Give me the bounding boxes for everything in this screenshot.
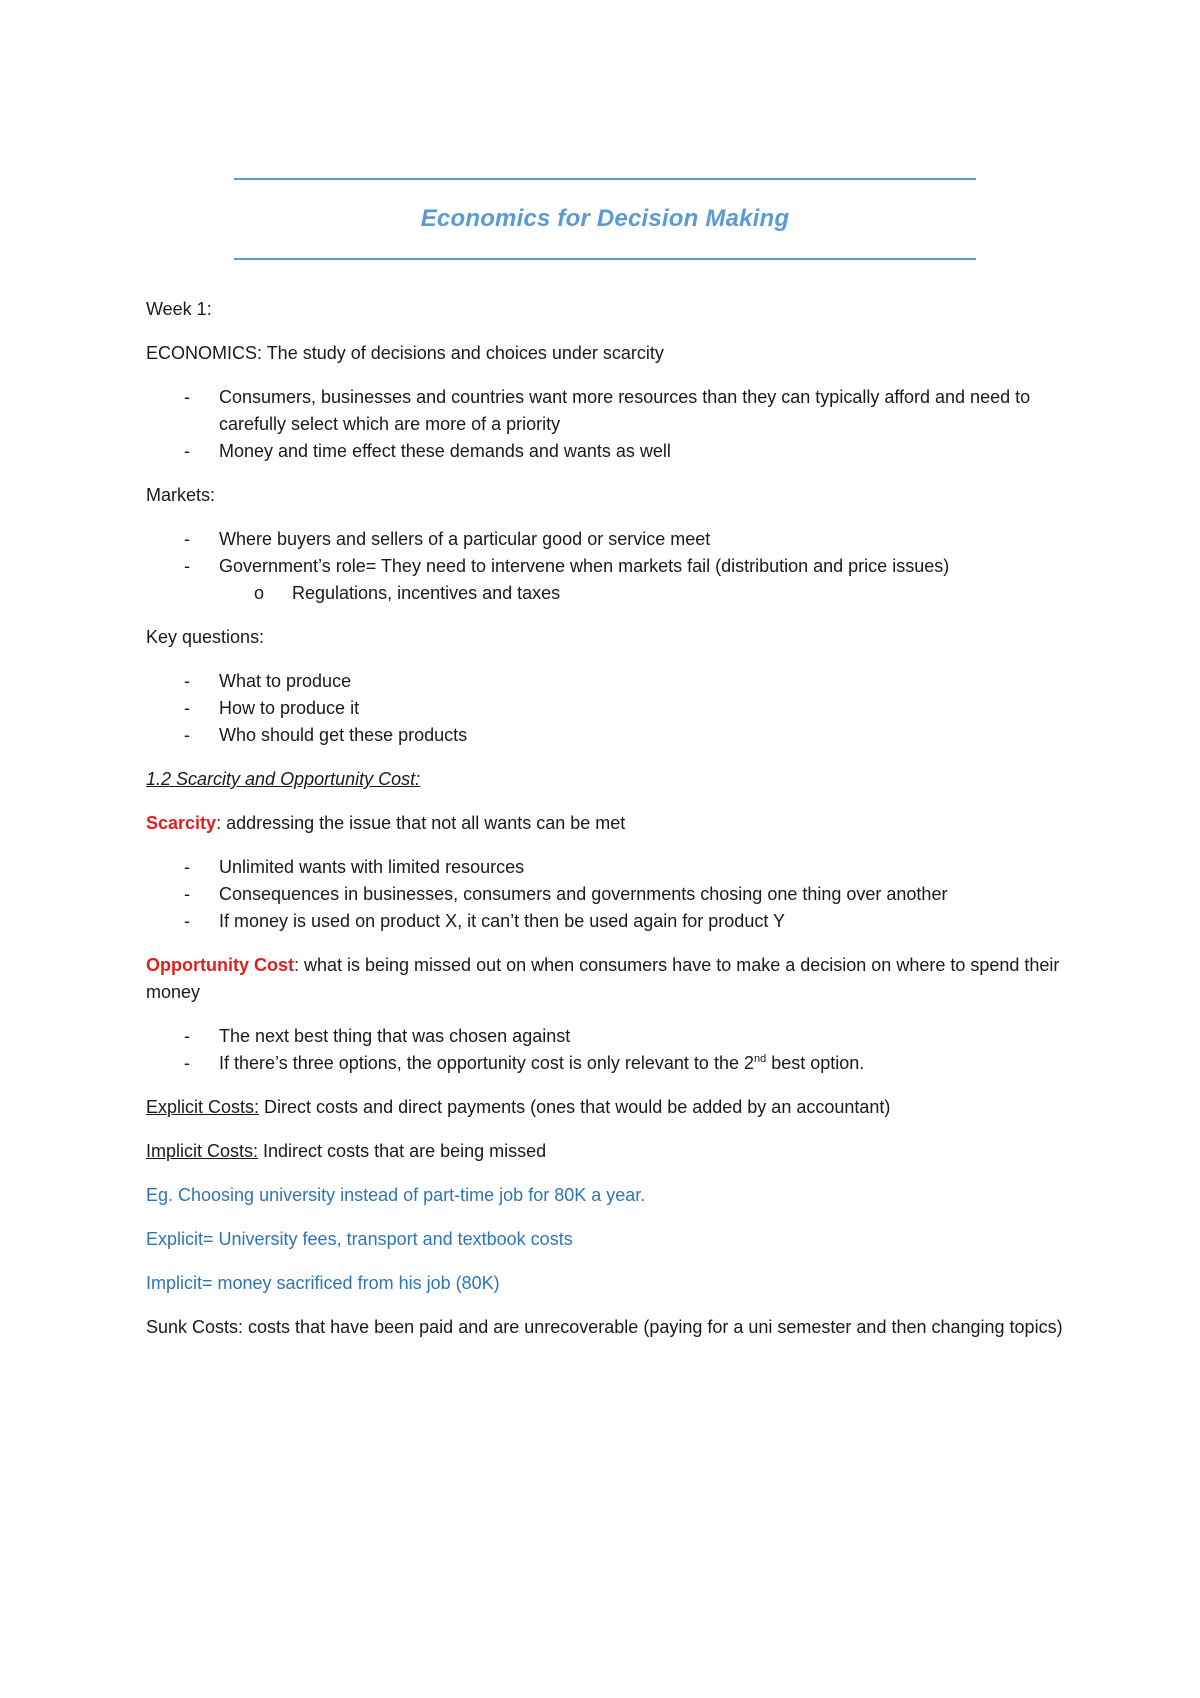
list-item: - Who should get these products — [146, 722, 1076, 749]
implicit-costs-definition — [146, 1138, 1076, 1165]
list-item: - The next best thing that was chosen against — [146, 1023, 1076, 1050]
economics-definition — [146, 340, 1076, 367]
section-heading-text: 1.2 Scarcity and Opportunity Cost: — [146, 769, 421, 789]
list-item — [146, 553, 1076, 607]
opportunity-cost-text: : what is being missed out on when consumers have to make a decision on where to spend their money — [146, 955, 1060, 1002]
list-item-suffix: best option. — [766, 1053, 865, 1073]
economics-list — [146, 384, 1076, 465]
sunk-costs-text: costs that have been paid and are unrecoverable (paying for a uni semester and then changing topics) — [243, 1317, 1063, 1337]
document-title: Economics for Decision Making — [420, 205, 790, 232]
list-item: - How to produce it — [146, 695, 1076, 722]
explicit-costs-term: Explicit Costs: — [146, 1097, 260, 1117]
list-item: - Where buyers and sellers of a particular good or service meet — [146, 526, 1076, 553]
opportunity-cost-term: Opportunity Cost — [146, 955, 294, 975]
key-questions-list — [146, 668, 1076, 749]
week-label: Week 1: — [146, 299, 212, 319]
example-line-3: Implicit= money sacrificed from his job (80K) — [146, 1273, 500, 1293]
opportunity-cost-definition — [146, 952, 1076, 1006]
section-heading — [146, 766, 1076, 793]
list-item: - Consequences in businesses, consumers and governments chosing one thing over another — [146, 881, 1076, 908]
scarcity-term: Scarcity — [146, 813, 217, 833]
scarcity-definition — [146, 810, 1076, 837]
list-item: - What to produce — [146, 668, 1076, 695]
list-item: - Money and time effect these demands and wants as well — [146, 438, 1076, 465]
ordinal-suffix: nd — [753, 1053, 767, 1065]
markets-list — [146, 526, 1076, 607]
list-item — [146, 1050, 1076, 1077]
explicit-costs-definition — [146, 1094, 1076, 1121]
key-questions-heading: Key questions: — [146, 627, 265, 647]
list-item-text: Government’s role= They need to intervene when markets fail (distribution and price issues) — [219, 556, 950, 576]
example-line-1: Eg. Choosing university instead of part-time job for 80K a year. — [146, 1185, 646, 1205]
sunk-costs-term: Sunk Costs: — [146, 1317, 244, 1337]
scarcity-text: : addressing the issue that not all wants can be met — [216, 813, 626, 833]
list-item-prefix: If there’s three options, the opportunity cost is only relevant to the 2 — [219, 1053, 754, 1073]
document-body — [146, 296, 1076, 1358]
scarcity-list — [146, 854, 1076, 935]
title-block — [234, 178, 976, 260]
list-item: - Consumers, businesses and countries want more resources than they can typically afford and need to carefully select which are more of a priority — [146, 384, 1076, 438]
list-item: - If money is used on product X, it can’t then be used again for product Y — [146, 908, 1076, 935]
economics-text: The study of decisions and choices under scarcity — [262, 343, 664, 363]
sunk-costs-definition — [146, 1314, 1076, 1341]
implicit-costs-text: Indirect costs that are being missed — [258, 1141, 547, 1161]
opportunity-cost-list — [146, 1023, 1076, 1077]
sub-list-item: o Regulations, incentives and taxes — [219, 580, 1076, 607]
implicit-costs-term: Implicit Costs: — [146, 1141, 259, 1161]
economics-term: ECONOMICS: — [146, 343, 263, 363]
markets-sublist — [219, 580, 1076, 607]
markets-heading: Markets: — [146, 485, 216, 505]
example-line-2: Explicit= University fees, transport and textbook costs — [146, 1229, 573, 1249]
explicit-costs-text: Direct costs and direct payments (ones that would be added by an accountant) — [259, 1097, 891, 1117]
list-item: - Unlimited wants with limited resources — [146, 854, 1076, 881]
